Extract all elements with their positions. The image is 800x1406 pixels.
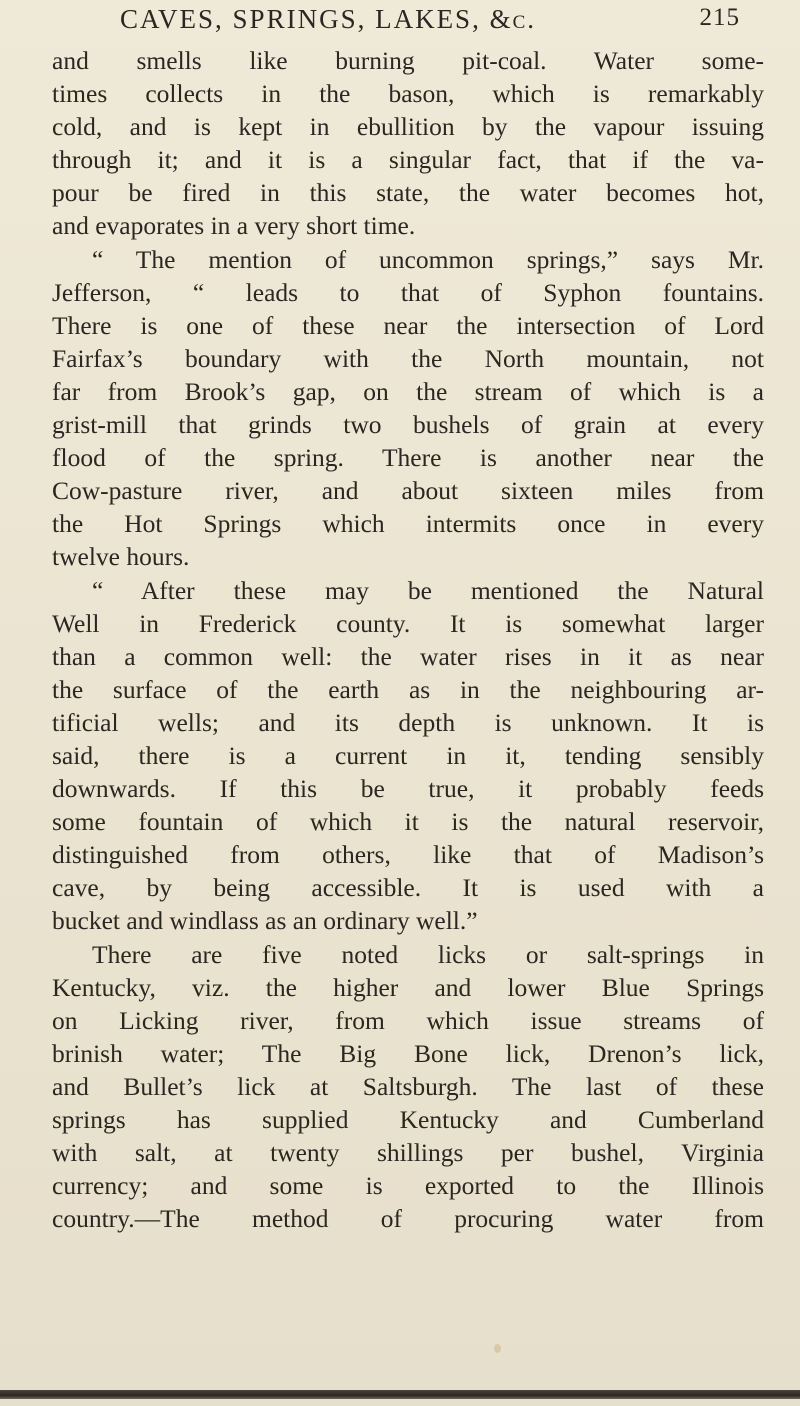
running-title: CAVES, SPRINGS, LAKES, &c.	[120, 4, 537, 34]
page-number: 215	[699, 4, 740, 31]
text-line: Jefferson, “ leads to that of Syphon fountains.	[52, 277, 764, 307]
text-line: and evaporates in a very short time.	[52, 211, 416, 241]
text-line: Fairfax’s boundary with the North mountain, not	[52, 343, 764, 373]
text-line: on Licking river, from which issue streams of	[52, 1005, 764, 1035]
text-line: grist-mill that grinds two bushels of grain at every	[52, 410, 764, 440]
text-line: Cow-pasture river, and about sixteen miles from	[52, 476, 764, 506]
text-line: far from Brook’s gap, on the stream of which is a	[52, 376, 764, 406]
running-head	[120, 4, 740, 38]
text-line: and smells like burning pit-coal. Water some-	[52, 46, 764, 75]
text-line: There are five noted licks or salt-springs in	[92, 939, 764, 969]
ink-spot	[494, 1344, 501, 1353]
text-line: some fountain of which it is the natural reservoir,	[52, 807, 764, 837]
text-line: twelve hours.	[52, 542, 190, 572]
text-line: times collects in the bason, which is remarkably	[52, 79, 764, 109]
text-line: than a common well: the water rises in it as near	[52, 641, 764, 671]
text-line: distinguished from others, like that of Madison’s	[52, 840, 764, 870]
text-line: the Hot Springs which intermits once in every	[52, 509, 764, 539]
text-line: Kentucky, viz. the higher and lower Blue Springs	[52, 972, 764, 1002]
text-line: Well in Frederick county. It is somewhat larger	[52, 608, 764, 638]
text-line: cave, by being accessible. It is used with a	[52, 873, 764, 903]
text-line: springs has supplied Kentucky and Cumberland	[52, 1105, 764, 1134]
text-line: the surface of the earth as in the neighbouring ar-	[52, 674, 764, 704]
text-line: with salt, at twenty shillings per bushel, Virginia	[52, 1138, 764, 1168]
text-line: tificial wells; and its depth is unknown. It is	[52, 707, 764, 737]
text-line: country.—The method of procuring water from	[52, 1204, 764, 1234]
text-line: said, there is a current in it, tending sensibly	[52, 740, 764, 770]
text-line: There is one of these near the intersection of Lord	[52, 310, 764, 340]
text-line: “ After these may be mentioned the Natural	[92, 575, 764, 605]
text-line: brinish water; The Big Bone lick, Drenon’s lick,	[52, 1038, 764, 1068]
text-line: downwards. If this be true, it probably feeds	[52, 774, 764, 804]
text-line: currency; and some is exported to the Illinois	[52, 1171, 764, 1201]
text-line: bucket and windlass as an ordinary well.”	[52, 906, 478, 936]
body-text	[52, 44, 764, 1235]
text-line: cold, and is kept in ebullition by the vapour issuing	[52, 112, 764, 142]
text-line: “ The mention of uncommon springs,” says Mr.	[92, 244, 764, 274]
text-line: pour be fired in this state, the water becomes hot,	[52, 178, 764, 208]
text-line: and Bullet’s lick at Saltsburgh. The last of these	[52, 1071, 764, 1101]
text-line: flood of the spring. There is another near the	[52, 443, 764, 473]
page-edge-rule	[0, 1390, 800, 1399]
text-line: through it; and it is a singular fact, that if the va-	[52, 145, 764, 175]
